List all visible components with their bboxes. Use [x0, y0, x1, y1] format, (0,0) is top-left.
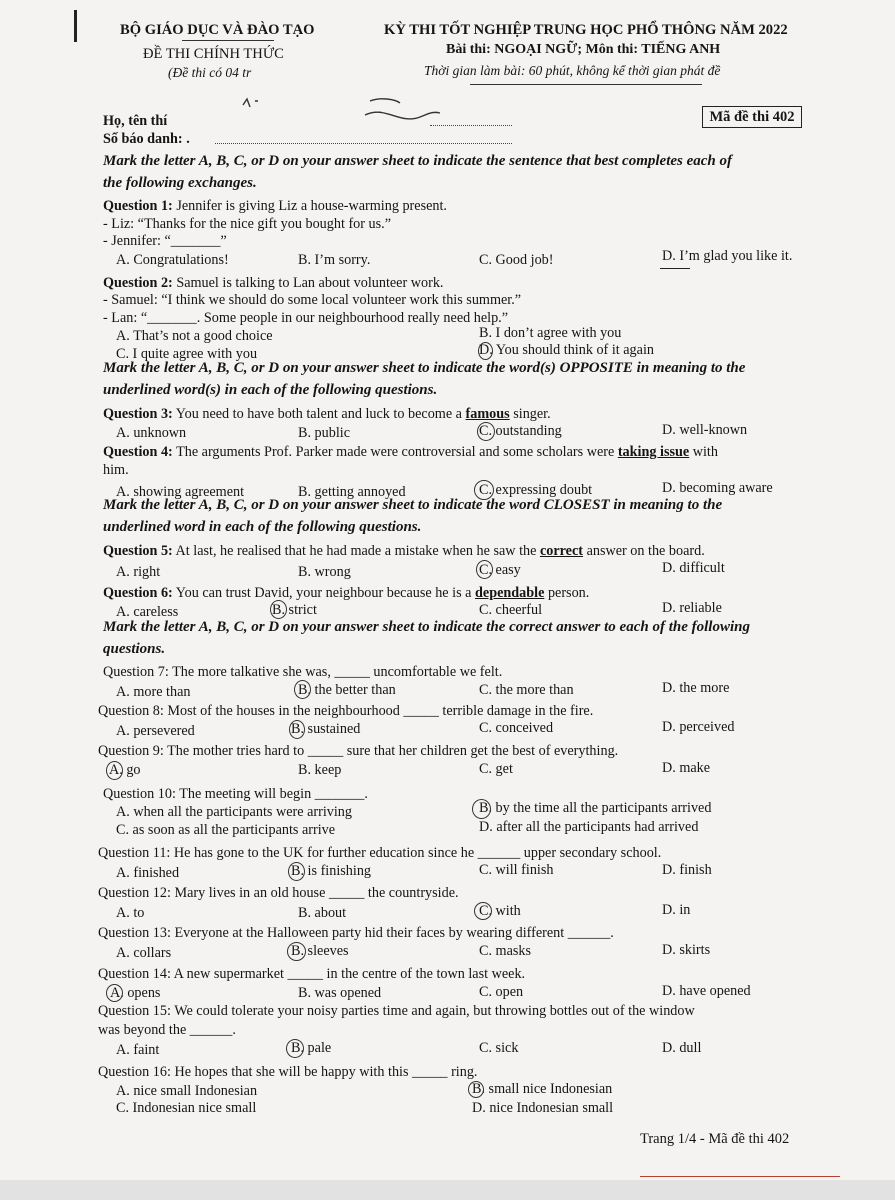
- page-footer: Trang 1/4 - Mã đề thi 402: [640, 1131, 790, 1147]
- question-10: Question 10: The meeting will begin _______.: [103, 786, 368, 802]
- q13-option-a[interactable]: A. collars: [116, 945, 172, 961]
- answer-circle: [287, 942, 306, 961]
- exam-subject: Bài thi: NGOẠI NGỮ; Môn thi: TIẾNG ANH: [446, 42, 721, 57]
- q4-option-b[interactable]: B. getting annoyed: [298, 484, 406, 500]
- q11-option-b[interactable]: B. is finishing: [291, 863, 372, 879]
- q3-option-c[interactable]: C. outstanding: [479, 423, 562, 439]
- q1-option-d[interactable]: D. I’m glad you like it.: [662, 248, 793, 264]
- q13-option-b[interactable]: B. sleeves: [291, 943, 349, 959]
- instruction-closest-2: underlined word in each of the following questions.: [103, 519, 422, 535]
- question-11: Question 11: He has gone to the UK for further education since he ______ upper secondary school.: [98, 845, 662, 861]
- q11-option-c[interactable]: C. will finish: [479, 862, 554, 878]
- question-16: Question 16: He hopes that she will be happy with this _____ ring.: [98, 1064, 478, 1080]
- ministry-underline: [182, 40, 274, 41]
- q16-option-b[interactable]: B. small nice Indonesian: [472, 1081, 613, 1097]
- question-6: Question 6: You can trust David, your neighbour because he is a dependable person.: [103, 585, 590, 601]
- margin-mark: [74, 10, 77, 42]
- question-1-line: - Jennifer: “_______”: [103, 233, 227, 249]
- question-3: Question 3: You need to have both talent and luck to become a famous singer.: [103, 406, 551, 422]
- q14-option-b[interactable]: B. was opened: [298, 985, 382, 1001]
- q10-option-d[interactable]: D. after all the participants had arrived: [479, 819, 699, 835]
- question-12: Question 12: Mary lives in an old house _____ the countryside.: [98, 885, 459, 901]
- q5-option-d[interactable]: D. difficult: [662, 560, 725, 576]
- q6-option-d[interactable]: D. reliable: [662, 600, 722, 616]
- q14-option-c[interactable]: C. open: [479, 984, 524, 1000]
- q3-option-b[interactable]: B. public: [298, 425, 351, 441]
- answer-circle: [286, 1039, 304, 1058]
- answer-circle: [468, 1081, 484, 1098]
- q1-option-b[interactable]: B. I’m sorry.: [298, 252, 371, 268]
- answer-circle: [289, 720, 305, 739]
- q16-option-c[interactable]: C. Indonesian nice small: [116, 1100, 257, 1116]
- q13-option-c[interactable]: C. masks: [479, 943, 532, 959]
- q4-option-c[interactable]: C. expressing doubt: [479, 482, 593, 498]
- q8-option-b[interactable]: B. sustained: [291, 721, 361, 737]
- question-4: Question 4: The arguments Prof. Parker made were controversial and some scholars were taking issue with: [103, 444, 718, 460]
- answer-circle: [477, 422, 495, 441]
- q9-option-c[interactable]: C. get: [479, 761, 513, 777]
- q15-option-c[interactable]: C. sick: [479, 1040, 519, 1056]
- answer-circle: [474, 902, 492, 920]
- answer-circle: [472, 799, 491, 819]
- q16-option-a[interactable]: A. nice small Indonesian: [116, 1083, 258, 1099]
- q3-option-a[interactable]: A. unknown: [116, 425, 187, 441]
- q15-option-d[interactable]: D. dull: [662, 1040, 702, 1056]
- q7-option-a[interactable]: A. more than: [116, 684, 191, 700]
- answer-circle: [106, 761, 123, 780]
- q7-option-b[interactable]: B. the better than: [298, 682, 396, 698]
- instruction-opposite-2: underlined word(s) in each of the following questions.: [103, 382, 438, 398]
- q4-option-d[interactable]: D. becoming aware: [662, 480, 773, 496]
- q12-option-d[interactable]: D. in: [662, 902, 691, 918]
- question-15: Question 15: We could tolerate your noisy parties time and again, but throwing bottles out of the window: [98, 1003, 695, 1019]
- q5-option-b[interactable]: B. wrong: [298, 564, 351, 580]
- q10-option-a[interactable]: A. when all the participants were arriving: [116, 804, 352, 820]
- q8-option-a[interactable]: A. persevered: [116, 723, 195, 739]
- q1-option-a[interactable]: A. Congratulations!: [116, 252, 229, 268]
- q6-option-a[interactable]: A. careless: [116, 604, 179, 620]
- official-exam-label: ĐỀ THI CHÍNH THỨC: [143, 46, 284, 62]
- question-8: Question 8: Most of the houses in the neighbourhood _____ terrible damage in the fire.: [98, 703, 594, 719]
- q11-option-a[interactable]: A. finished: [116, 865, 180, 881]
- exam-title: KỲ THI TỐT NGHIỆP TRUNG HỌC PHỔ THÔNG NĂM 2022: [384, 22, 788, 38]
- q12-option-b[interactable]: B. about: [298, 905, 347, 921]
- q15-option-b[interactable]: B. pale: [291, 1040, 332, 1056]
- q8-option-c[interactable]: C. conceived: [479, 720, 554, 736]
- q10-option-b[interactable]: B. by the time all the participants arrived: [479, 800, 712, 816]
- instruction-exchanges-2: the following exchanges.: [103, 175, 257, 191]
- instruction-opposite-1: Mark the letter A, B, C, or D on your answer sheet to indicate the word(s) OPPOSITE in meaning to the: [103, 360, 746, 376]
- question-7: Question 7: The more talkative she was, _____ uncomfortable we felt.: [103, 664, 503, 680]
- q11-option-d[interactable]: D. finish: [662, 862, 712, 878]
- q2-option-c[interactable]: C. I quite agree with you: [116, 346, 258, 362]
- q5-option-c[interactable]: C. easy: [479, 562, 521, 578]
- q2-option-b[interactable]: B. I don’t agree with you: [479, 325, 622, 341]
- instruction-exchanges-1: Mark the letter A, B, C, or D on your answer sheet to indicate the sentence that best completes each of: [103, 153, 733, 169]
- q9-option-b[interactable]: B. keep: [298, 762, 342, 778]
- q14-option-a[interactable]: A. opens: [110, 985, 161, 1001]
- question-4-line: him.: [103, 462, 129, 478]
- q9-option-d[interactable]: D. make: [662, 760, 711, 776]
- candidate-number-label: Số báo danh: .: [103, 131, 190, 147]
- exam-time: Thời gian làm bài: 60 phút, không kể thời gian phát đề: [424, 63, 721, 78]
- answer-circle: [478, 342, 493, 360]
- question-13: Question 13: Everyone at the Halloween party hid their faces by wearing different ______.: [98, 925, 614, 941]
- page-count-note: (Đề thi có 04 tr: [168, 65, 252, 80]
- instruction-closest-1: Mark the letter A, B, C, or D on your answer sheet to indicate the word CLOSEST in meaning to the: [103, 497, 723, 513]
- instruction-correct-2: questions.: [103, 641, 166, 657]
- q4-option-a[interactable]: A. showing agreement: [116, 484, 245, 500]
- pen-mark: [660, 268, 690, 269]
- question-1: Question 1: Jennifer is giving Liz a house-warming present.: [103, 198, 447, 214]
- q8-option-d[interactable]: D. perceived: [662, 719, 735, 735]
- q12-option-a[interactable]: A. to: [116, 905, 145, 921]
- candidate-name-label: Họ, tên thí: [103, 113, 168, 129]
- answer-circle: [106, 984, 123, 1002]
- page-bottom-background: [0, 1180, 895, 1200]
- q16-option-d[interactable]: D. nice Indonesian small: [472, 1100, 614, 1116]
- q12-option-c[interactable]: C. with: [479, 903, 521, 919]
- q5-option-a[interactable]: A. right: [116, 564, 161, 580]
- footer-edge-mark: [640, 1176, 840, 1177]
- q6-option-c[interactable]: C. cheerful: [479, 602, 543, 618]
- question-5: Question 5: At last, he realised that he had made a mistake when he saw the correct answer on the board.: [103, 543, 705, 559]
- number-dots: [215, 143, 512, 144]
- question-9: Question 9: The mother tries hard to _____ sure that her children get the best of everything.: [98, 743, 619, 759]
- question-14: Question 14: A new supermarket _____ in the centre of the town last week.: [98, 966, 526, 982]
- question-2: Question 2: Samuel is talking to Lan about volunteer work.: [103, 275, 444, 291]
- ministry-name: BỘ GIÁO DỤC VÀ ĐÀO TẠO: [120, 22, 315, 38]
- q9-option-a[interactable]: A. go: [109, 762, 141, 778]
- answer-circle: [288, 862, 305, 881]
- q3-option-d[interactable]: D. well-known: [662, 422, 748, 438]
- q2-option-d[interactable]: D. You should think of it again: [479, 342, 654, 358]
- question-15-line: was beyond the ______.: [98, 1022, 236, 1038]
- question-2-line: - Samuel: “I think we should do some local volunteer work this summer.”: [103, 292, 522, 308]
- q10-option-c[interactable]: C. as soon as all the participants arrive: [116, 822, 336, 838]
- q2-option-a[interactable]: A. That’s not a good choice: [116, 328, 273, 344]
- q7-option-d[interactable]: D. the more: [662, 680, 730, 696]
- answer-circle: [270, 600, 287, 619]
- q13-option-d[interactable]: D. skirts: [662, 942, 711, 958]
- q6-option-b[interactable]: B. strict: [272, 602, 317, 618]
- q7-option-c[interactable]: C. the more than: [479, 682, 574, 698]
- answer-circle: [294, 680, 311, 699]
- q15-option-a[interactable]: A. faint: [116, 1042, 160, 1058]
- q14-option-d[interactable]: D. have opened: [662, 983, 751, 999]
- question-2-line: - Lan: “_______. Some people in our neighbourhood really need help.”: [103, 310, 509, 326]
- instruction-correct-1: Mark the letter A, B, C, or D on your answer sheet to indicate the correct answer to each of the following: [103, 619, 750, 635]
- exam-code: Mã đề thi 402: [702, 106, 802, 128]
- time-underline: [470, 84, 702, 85]
- answer-circle: [476, 560, 493, 579]
- question-1-line: - Liz: “Thanks for the nice gift you bought for us.”: [103, 216, 392, 232]
- q1-option-c[interactable]: C. Good job!: [479, 252, 554, 268]
- handwriting-scribble: [235, 95, 535, 135]
